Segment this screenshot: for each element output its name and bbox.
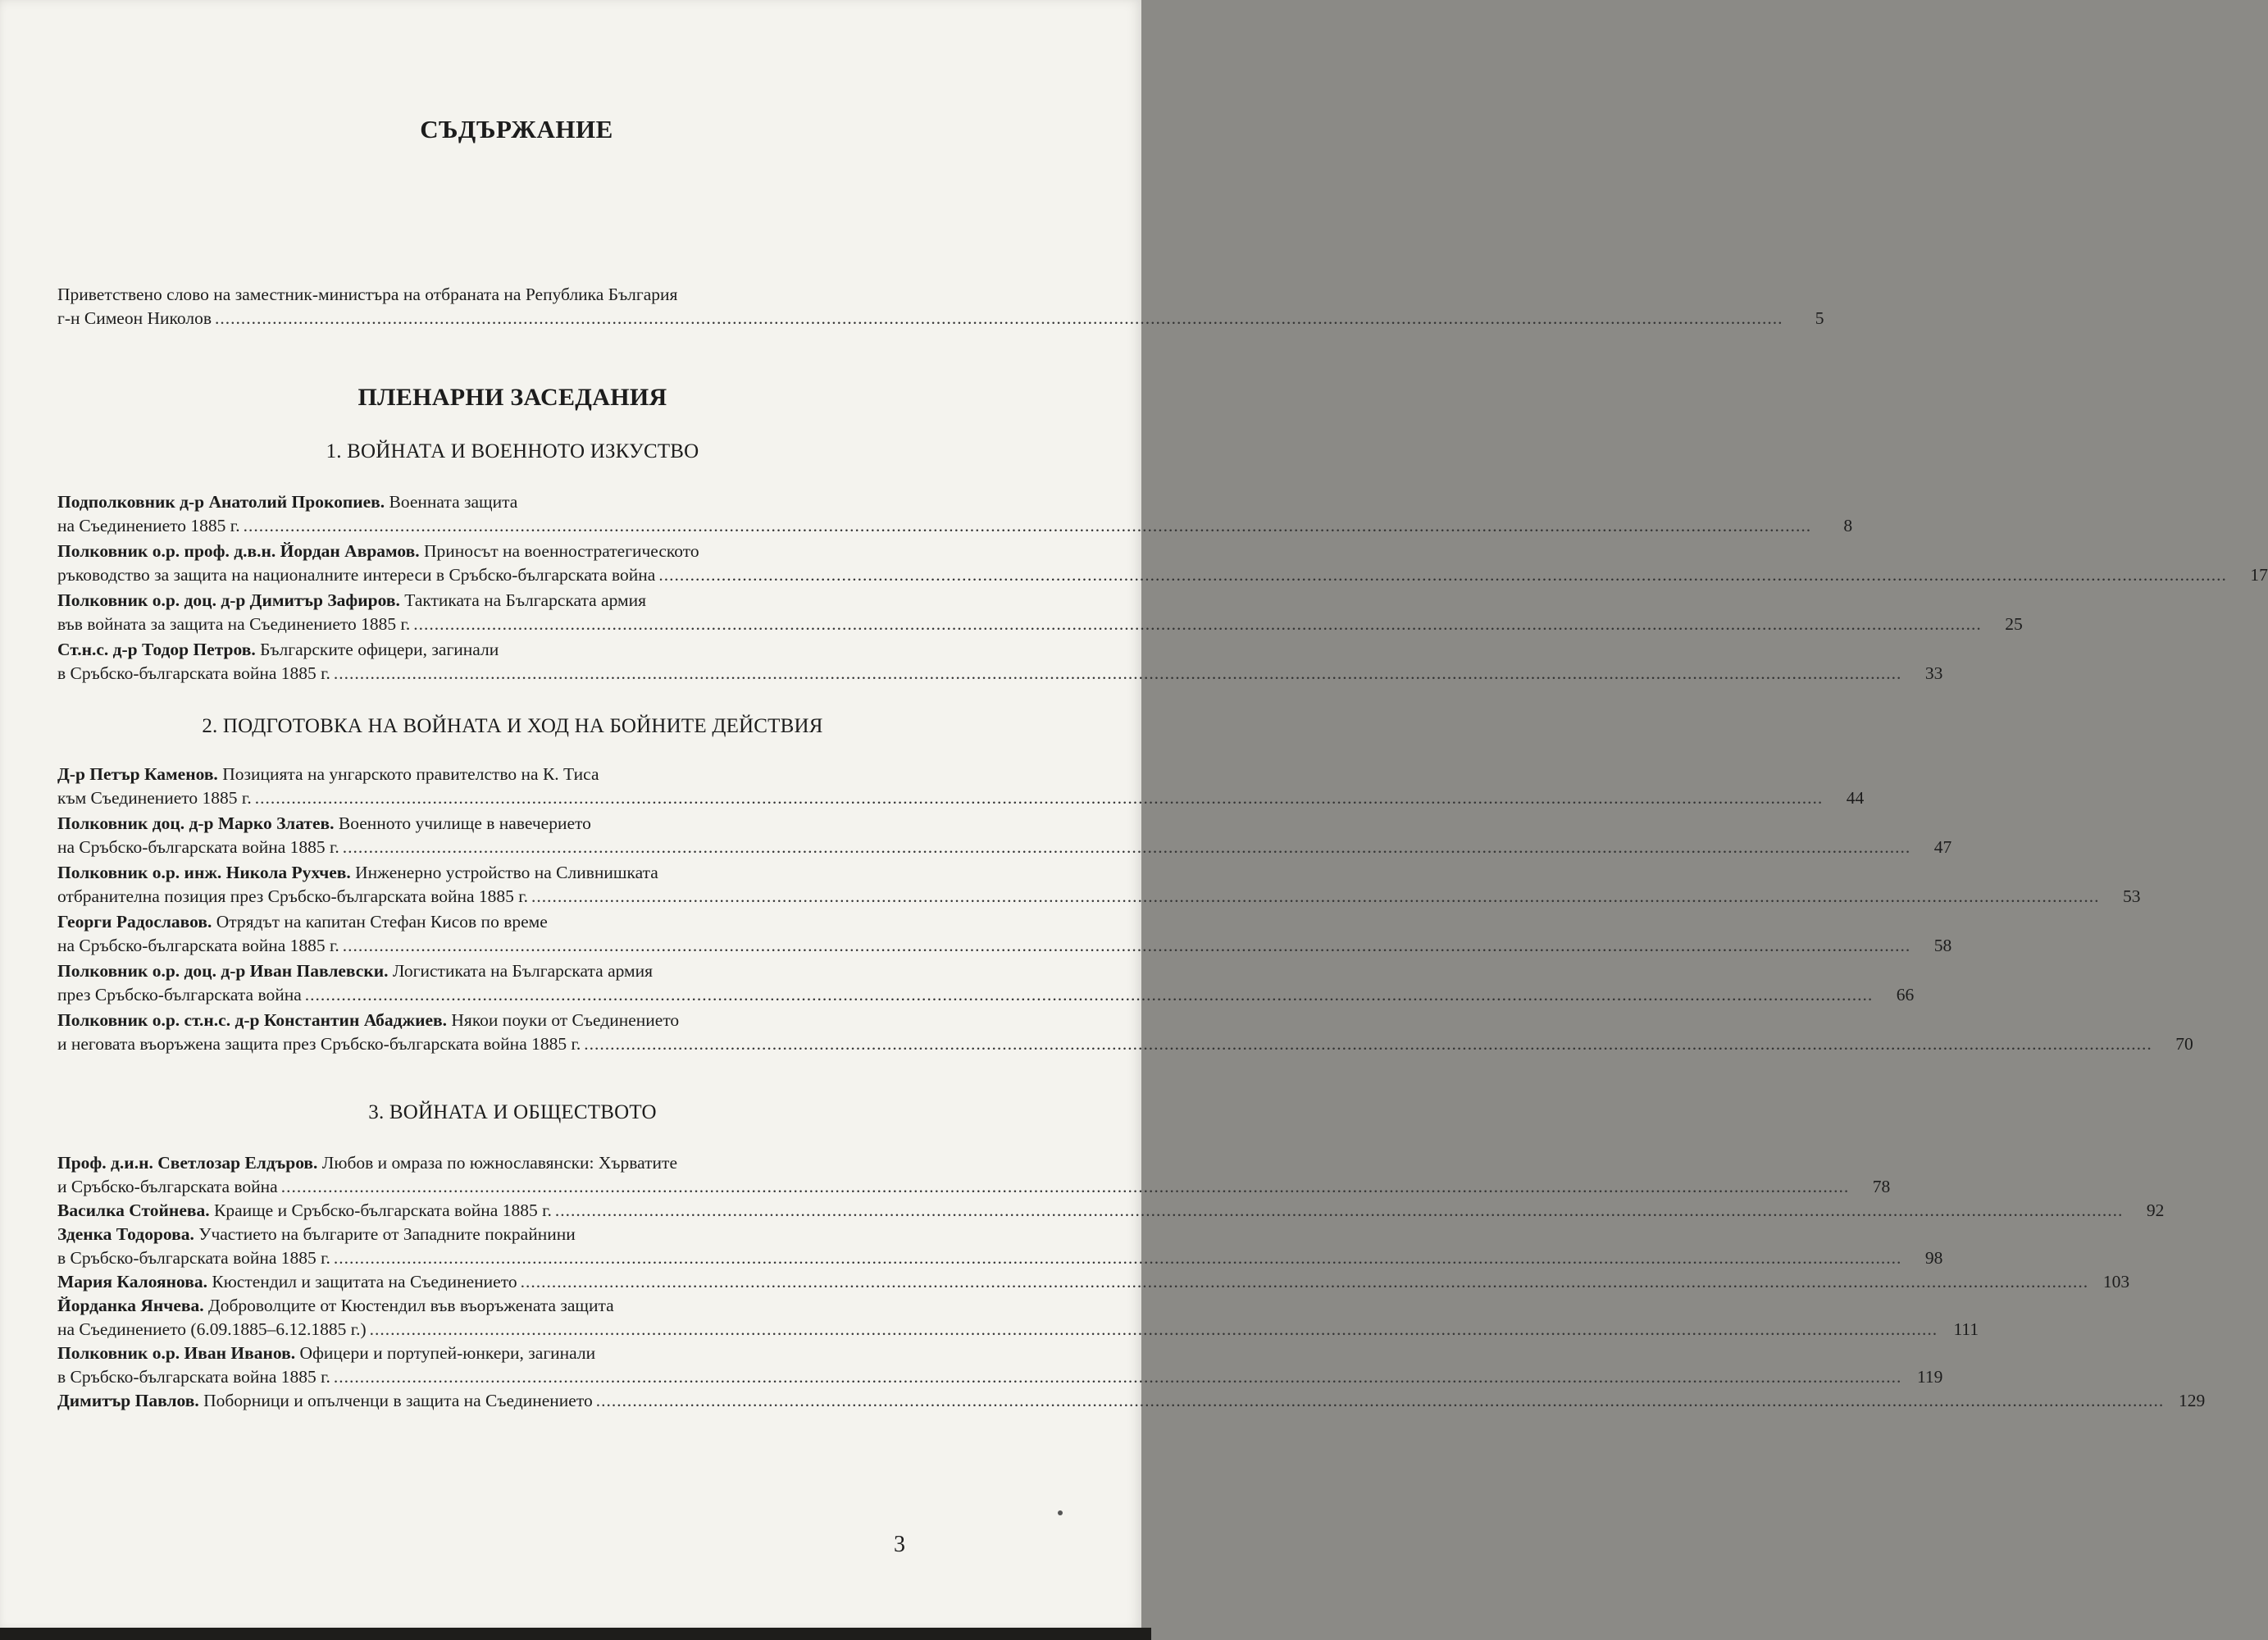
leader-dots: ............................................................................................................................................................................................................................................................................................................ xyxy=(304,985,1874,1004)
page-ref: 53 xyxy=(2123,886,2141,906)
toc-entry: Димитър Павлов. Поборници и опълченци в защита на Съединението ............................................................................................................................................................................................................................................................................................................ 129 xyxy=(57,1389,951,1413)
toc-entry: Полковник о.р. инж. Никола Рухчев. Инженерно устройство на Сливнишката отбранителна позиция през Сръбско-българската война 1885 г. ............................................................................................................................................................................................................................................................................................................ 53 xyxy=(57,861,951,909)
page-ref: 98 xyxy=(1924,1248,1943,1268)
leader-dots: ............................................................................................................................................................................................................................................................................................................ xyxy=(254,788,1824,808)
leader-dots: ............................................................................................................................................................................................................................................................................................................ xyxy=(280,1177,1850,1196)
page-ref: 66 xyxy=(1896,985,1915,1004)
leader-dots: ............................................................................................................................................................................................................................................................................................................ xyxy=(243,516,1812,535)
page-ref: 111 xyxy=(1953,1319,1979,1339)
leader-dots: ............................................................................................................................................................................................................................................................................................................ xyxy=(584,1034,2152,1054)
section-heading-3: 3. ВОЙНАТА И ОБЩЕСТВОТО xyxy=(368,1101,657,1123)
greeting-entry xyxy=(57,283,1824,330)
leader-dots: ............................................................................................................................................................................................................................................................................................................ xyxy=(595,1391,2165,1410)
leader-dots: ............................................................................................................................................................................................................................................................................................................ xyxy=(554,1200,2124,1220)
page-ref: 33 xyxy=(1924,663,1943,683)
toc-entry: Полковник о.р. Иван Иванов. Офицери и портупей-юнкери, загинали в Сръбско-българската война 1885 г. ............................................................................................................................................................................................................................................................................................................ 119 xyxy=(57,1342,951,1389)
page-ref: 17 xyxy=(2250,565,2268,585)
leader-dots: ............................................................................................................................................................................................................................................................................................................ xyxy=(333,1248,1902,1268)
toc-entry: Зденка Тодорова. Участието на българите от Западните покрайнини в Сръбско-българската война 1885 г. ............................................................................................................................................................................................................................................................................................................ 98 xyxy=(57,1223,951,1270)
greeting-line-2: г-н Симеон Николов ............................................................................................................................................................................................................................................................................................................ 5 xyxy=(57,307,951,330)
leader-dots: ............................................................................................................................................................................................................................................................................................................ xyxy=(342,936,1911,955)
toc-entry: Полковник о.р. ст.н.с. д-р Константин Абаджиев. Някои поуки от Съединението и неговата въоръжена защита през Сръбско-българската война 1885 г. ............................................................................................................................................................................................................................................................................................................ 70 xyxy=(57,1009,951,1056)
page-ref: 78 xyxy=(1872,1177,1891,1196)
page-ref: 92 xyxy=(2146,1200,2165,1220)
toc-entry: Подполковник д-р Анатолий Прокопиев. Военната защита на Съединението 1885 г. ............................................................................................................................................................................................................................................................................................................ 8 xyxy=(57,490,951,538)
page-ref: 44 xyxy=(1846,788,1865,808)
plenary-heading: ПЛЕНАРНИ ЗАСЕДАНИЯ xyxy=(358,384,667,411)
paper-speck xyxy=(1058,1510,1063,1515)
page-ref: 25 xyxy=(2005,614,2023,634)
leader-dots: ............................................................................................................................................................................................................................................................................................................ xyxy=(413,614,1982,634)
toc-entry: Полковник доц. д-р Марко Златев. Военното училище в навечерието на Сръбско-българската война 1885 г. ............................................................................................................................................................................................................................................................................................................ 47 xyxy=(57,812,951,859)
leader-dots: ............................................................................................................................................................................................................................................................................................................ xyxy=(520,1272,2089,1292)
leader-dots: ............................................................................................................................................................................................................................................................................................................ xyxy=(214,308,1783,328)
toc-entry: Георги Радославов. Отрядът на капитан Стефан Кисов по време на Сръбско-българската война 1885 г. ............................................................................................................................................................................................................................................................................................................ 58 xyxy=(57,910,951,958)
toc-entry: Ст.н.с. д-р Тодор Петров. Българските офицери, загинали в Сръбско-българската война 1885 г. ............................................................................................................................................................................................................................................................................................................ 33 xyxy=(57,638,951,686)
leader-dots: ............................................................................................................................................................................................................................................................................................................ xyxy=(333,663,1902,683)
toc-entry: Полковник о.р. доц. д-р Димитър Зафиров. Тактиката на Българската армия във войната за защита на Съединението 1885 г. ............................................................................................................................................................................................................................................................................................................ 25 xyxy=(57,589,951,636)
page-ref: 119 xyxy=(1916,1367,1943,1387)
background-edge xyxy=(0,1628,1151,1640)
toc-entry: Мария Калоянова. Кюстендил и защитата на Съединението ............................................................................................................................................................................................................................................................................................................ 103 xyxy=(57,1270,951,1294)
section-heading-2: 2. ПОДГОТОВКА НА ВОЙНАТА И ХОД НА БОЙНИТЕ ДЕЙСТВИЯ xyxy=(202,715,823,737)
leader-dots: ............................................................................................................................................................................................................................................................................................................ xyxy=(658,565,2227,585)
leader-dots: ............................................................................................................................................................................................................................................................................................................ xyxy=(333,1367,1902,1387)
page-ref: 129 xyxy=(2178,1391,2206,1410)
toc-entry: Полковник о.р. доц. д-р Иван Павлевски. Логистиката на Българската армия през Сръбско-българската война ............................................................................................................................................................................................................................................................................................................ 66 xyxy=(57,959,951,1007)
page-title: СЪДЪРЖАНИЕ xyxy=(420,115,613,144)
toc-entry: Полковник о.р. проф. д.в.н. Йордан Аврамов. Приносът на военностратегическото ръководство за защита на националните интереси в Сръбско-българската война ............................................................................................................................................................................................................................................................................................................ 17 xyxy=(57,540,951,587)
toc-entry: Йорданка Янчева. Доброволците от Кюстендил във въоръжената защита на Съединението (6.09.1885–6.12.1885 г.) ............................................................................................................................................................................................................................................................................................................ 111 xyxy=(57,1294,951,1342)
toc-entry: Д-р Петър Каменов. Позицията на унгарското правителство на К. Тиса към Съединението 1885 г. ............................................................................................................................................................................................................................................................................................................ 44 xyxy=(57,763,951,810)
toc-entry: Проф. д.и.н. Светлозар Елдъров. Любов и омраза по южнославянски: Хърватите и Сръбско-българската война ............................................................................................................................................................................................................................................................................................................ 78 xyxy=(57,1151,951,1199)
section-heading-1: 1. ВОЙНАТА И ВОЕННОТО ИЗКУСТВО xyxy=(326,440,699,462)
page-ref: 8 xyxy=(1843,516,1853,535)
leader-dots: ............................................................................................................................................................................................................................................................................................................ xyxy=(342,837,1911,857)
leader-dots: ............................................................................................................................................................................................................................................................................................................ xyxy=(369,1319,1938,1339)
page-number: 3 xyxy=(894,1532,905,1557)
page-ref: 47 xyxy=(1933,837,1952,857)
page-ref: 58 xyxy=(1933,936,1952,955)
leader-dots: ............................................................................................................................................................................................................................................................................................................ xyxy=(531,886,2100,906)
page-ref: 5 xyxy=(1815,308,1824,328)
page-ref: 70 xyxy=(2175,1034,2193,1054)
page-ref: 103 xyxy=(2102,1272,2130,1292)
greeting-line-1: Приветствено слово на заместник-министъра на отбраната на Република България xyxy=(57,285,678,304)
toc-entry: Василка Стойнева. Краище и Сръбско-българската война 1885 г. ............................................................................................................................................................................................................................................................................................................ 92 xyxy=(57,1199,951,1223)
